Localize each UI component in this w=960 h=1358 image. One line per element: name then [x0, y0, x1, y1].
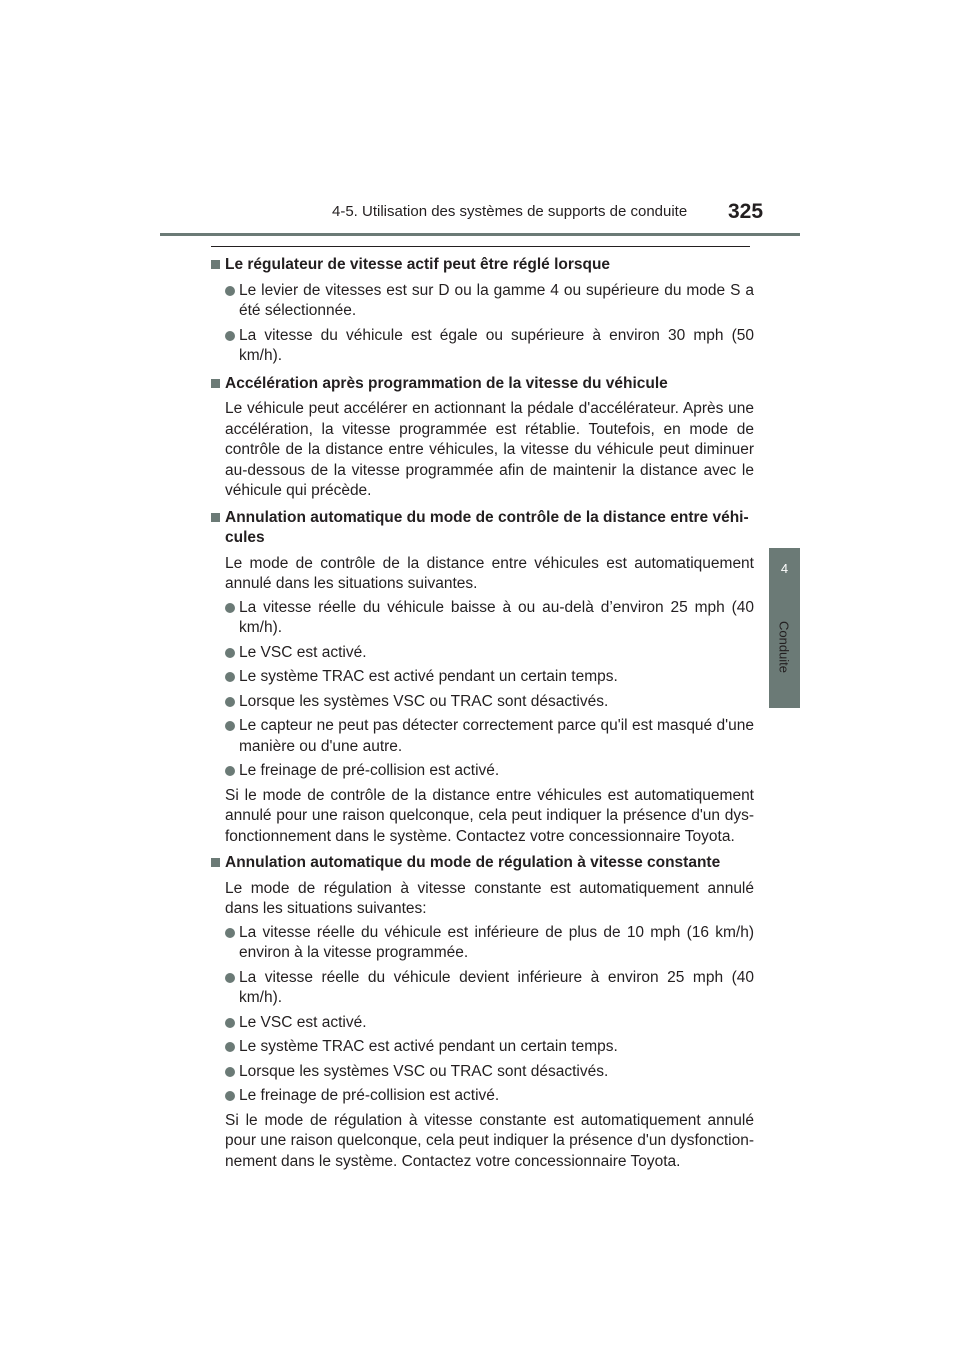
- list-item: Le VSC est activé.: [211, 643, 754, 664]
- circle-bullet-icon: [225, 1067, 235, 1077]
- circle-bullet-icon: [225, 286, 235, 296]
- section-title: Annulation automatique du mode de contrôle de la distance entre véhi- cules: [211, 508, 754, 549]
- chapter-tab-number: 4: [780, 561, 789, 576]
- circle-bullet-icon: [225, 331, 235, 341]
- circle-bullet-icon: [225, 973, 235, 983]
- list-item: La vitesse réelle du véhicule baisse à ou au-delà d’environ 25 mph (40 km/h).: [211, 598, 754, 639]
- paragraph: Le véhicule peut accélérer en actionnant la pédale d'accélérateur. Après une accélération, la vitesse programmée est rétablie. Toutefois, en mode de contrôle de la distance entre véhicules, la vitesse du véhicule peut diminuer au-dessous de la vitesse programmée afin de maintenir la distance avec le véhicule qui précède.: [225, 400, 754, 499]
- circle-bullet-icon: [225, 603, 235, 613]
- circle-bullet-icon: [225, 648, 235, 658]
- square-bullet-icon: [211, 379, 220, 388]
- list-item: Le freinage de pré-collision est activé.: [211, 1086, 754, 1107]
- square-bullet-icon: [211, 858, 220, 867]
- circle-bullet-icon: [225, 1018, 235, 1028]
- list-item: Le levier de vitesses est sur D ou la gamme 4 ou supérieure du mode S a été sélectionnée.: [211, 281, 754, 322]
- list-item: La vitesse réelle du véhicule est inférieure de plus de 10 mph (16 km/h) environ à la vitesse programmée.: [211, 923, 754, 964]
- list-item: Le freinage de pré-collision est activé.: [211, 761, 754, 782]
- paragraph: Le mode de contrôle de la distance entre véhicules est automatiquement annulé dans les situations suivantes.: [225, 554, 754, 592]
- circle-bullet-icon: [225, 697, 235, 707]
- section-title: Annulation automatique du mode de régulation à vitesse constante: [211, 853, 754, 874]
- header-rule: [160, 233, 800, 236]
- chapter-title: 4-5. Utilisation des systèmes de supports de conduite: [332, 203, 688, 220]
- section-title: Accélération après programmation de la vitesse du véhicule: [211, 374, 754, 395]
- list-item: Le capteur ne peut pas détecter correctement parce qu'il est masqué d'une manière ou d'une autre.: [211, 716, 754, 757]
- square-bullet-icon: [211, 513, 220, 522]
- circle-bullet-icon: [225, 928, 235, 938]
- list-item: Lorsque les systèmes VSC ou TRAC sont désactivés.: [211, 692, 754, 713]
- list-item: La vitesse réelle du véhicule devient inférieure à environ 25 mph (40 km/h).: [211, 968, 754, 1009]
- paragraph: Le mode de régulation à vitesse constante est automatiquement annulé dans les situations suivantes:: [225, 879, 754, 917]
- content: [211, 255, 754, 1175]
- circle-bullet-icon: [225, 1042, 235, 1052]
- circle-bullet-icon: [225, 766, 235, 776]
- circle-bullet-icon: [225, 1091, 235, 1101]
- chapter-tab-label: Conduite: [776, 620, 792, 674]
- list-item: La vitesse du véhicule est égale ou supérieure à environ 30 mph (50 km/h).: [211, 326, 754, 367]
- content-top-rule: [211, 246, 750, 247]
- list-item: Le système TRAC est activé pendant un certain temps.: [211, 667, 754, 688]
- circle-bullet-icon: [225, 721, 235, 731]
- page-number: 325: [728, 200, 764, 223]
- paragraph: Si le mode de régulation à vitesse constante est automatiquement annulé pour une raison quelconque, cela peut indiquer la présence d'un dysfonction- nement dans le système. Contactez votre concessionnaire Toyota.: [225, 1111, 754, 1170]
- list-item: Le VSC est activé.: [211, 1013, 754, 1034]
- paragraph: Si le mode de contrôle de la distance entre véhicules est automatiquement annulé pour une raison quelconque, cela peut indiquer la présence d'un dys- fonctionnement dans le système. Contactez votre concessionnaire Toyota.: [225, 786, 754, 845]
- section-title: Le régulateur de vitesse actif peut être réglé lorsque: [211, 255, 754, 276]
- square-bullet-icon: [211, 260, 220, 269]
- circle-bullet-icon: [225, 672, 235, 682]
- list-item: Lorsque les systèmes VSC ou TRAC sont désactivés.: [211, 1062, 754, 1083]
- list-item: Le système TRAC est activé pendant un certain temps.: [211, 1037, 754, 1058]
